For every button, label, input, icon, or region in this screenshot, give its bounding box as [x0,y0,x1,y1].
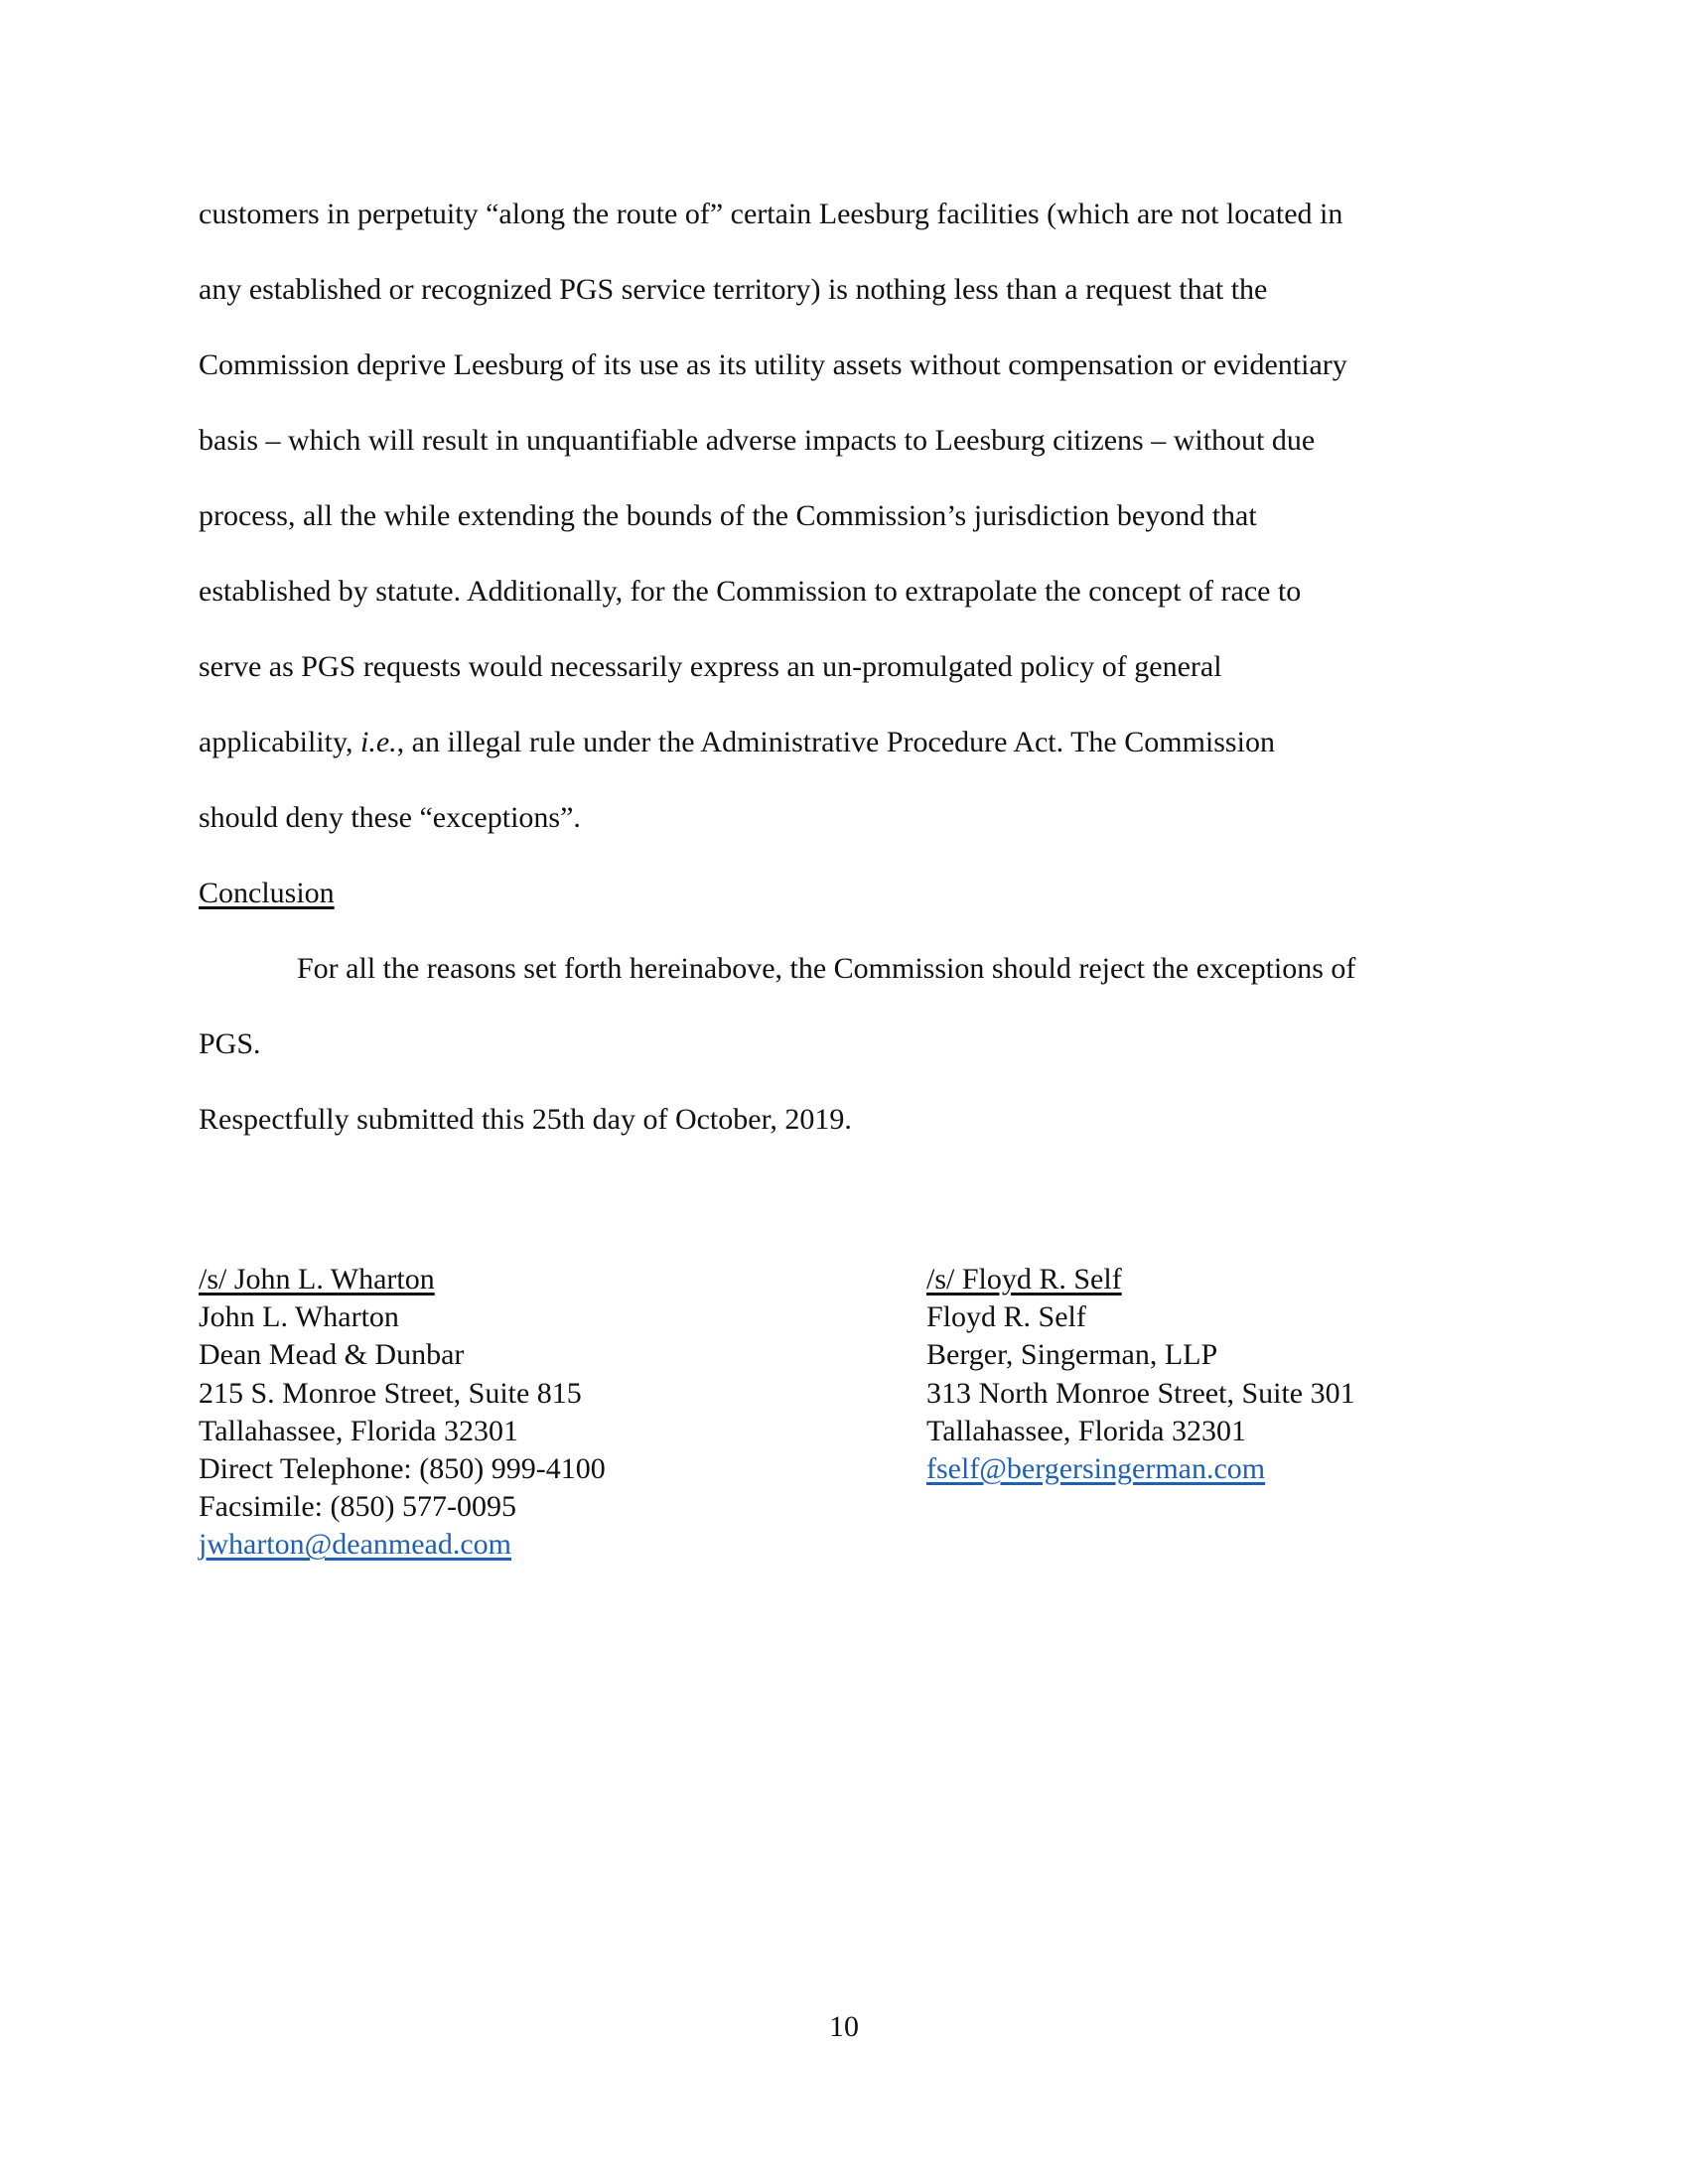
signer-address-line: Tallahassee, Florida 32301 [926,1414,1246,1447]
signer-phone: Direct Telephone: (850) 999-4100 [199,1452,606,1486]
line-text: applicability, [199,726,361,758]
signature-block-left [199,1261,606,1565]
paragraph-line: process, all the while extending the bounds of the Commission’s jurisdiction beyond that [199,499,1257,532]
paragraph-line: established by statute. Additionally, for the Commission to extrapolate the concept of race to [199,575,1302,608]
signature-line: /s/ John L. Wharton [199,1263,435,1296]
page-number: 10 [829,2010,859,2043]
conclusion-line: For all the reasons set forth hereinabove, the Commission should reject the exceptions of [297,952,1356,985]
line-text: , an illegal rule under the Administrative Procedure Act. The Commission [396,726,1275,758]
signer-fax: Facsimile: (850) 577-0095 [199,1490,516,1524]
paragraph-line: should deny these “exceptions”. [199,801,581,834]
paragraph-line: customers in perpetuity “along the route of” certain Leesburg facilities (which are not located in [199,198,1343,230]
signer-firm: Berger, Singerman, LLP [926,1338,1218,1372]
signer-name: Floyd R. Self [926,1300,1086,1334]
signer-firm: Dean Mead & Dunbar [199,1338,465,1372]
paragraph-line [199,723,1509,762]
italic-abbreviation: i.e. [360,726,397,758]
signature-line: /s/ Floyd R. Self [926,1263,1122,1296]
paragraph-line: basis – which will result in unquantifiable adverse impacts to Leesburg citizens – without due [199,424,1316,457]
paragraph-line: serve as PGS requests would necessarily express an un-promulgated policy of general [199,650,1222,683]
signer-address-line: Tallahassee, Florida 32301 [199,1414,518,1447]
conclusion-heading: Conclusion [199,877,335,909]
signer-email-link[interactable]: jwharton@deanmead.com [199,1528,512,1562]
submission-date: Respectfully submitted this 25th day of October, 2019. [199,1103,852,1136]
paragraph-line: Commission deprive Leesburg of its use as its utility assets without compensation or evidentiary [199,348,1347,381]
document-body [199,195,1509,1175]
signer-address-line: 313 North Monroe Street, Suite 301 [926,1376,1355,1410]
paragraph-line: any established or recognized PGS service territory) is nothing less than a request that the [199,273,1268,306]
signature-block-right [926,1261,1355,1488]
signer-address-line: 215 S. Monroe Street, Suite 815 [199,1376,582,1410]
signer-email-link[interactable]: fself@bergersingerman.com [926,1452,1266,1486]
signer-name: John L. Wharton [199,1300,399,1334]
conclusion-line: PGS. [199,1027,261,1060]
